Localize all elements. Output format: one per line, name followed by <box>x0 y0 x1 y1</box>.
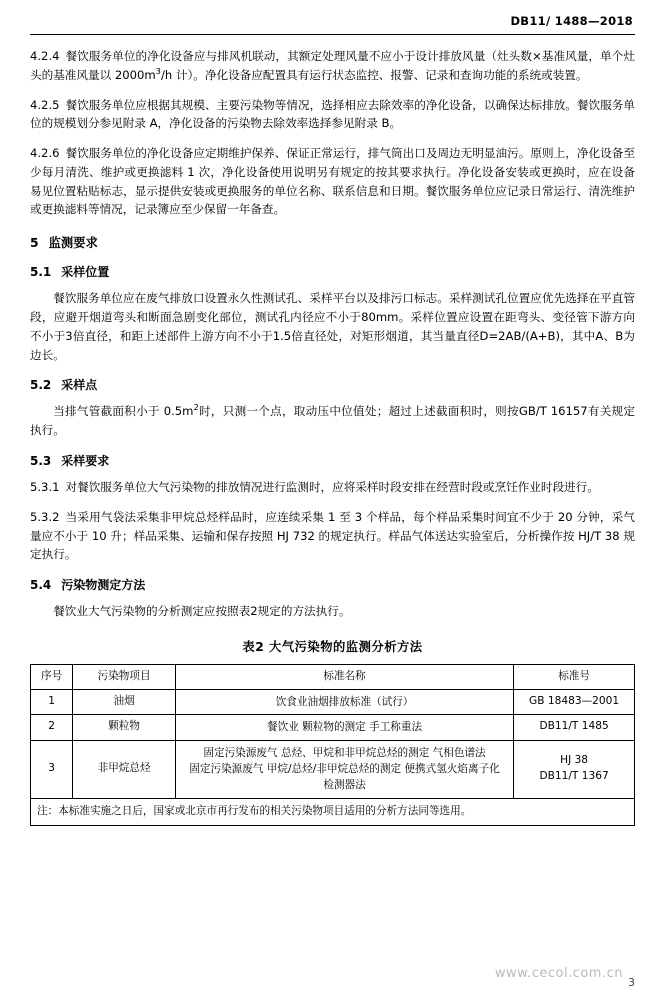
section-number: 5 <box>30 236 39 251</box>
clause-number: 5.3.1 <box>30 479 60 494</box>
cell-seq: 2 <box>31 715 73 740</box>
clause-text: 餐饮服务单位的净化设备应定期维护保养、保证正常运行，排气筒出口及周边无明显油污。原则上，净化设备至少每月清洗、维护或更换滤料 1 次，净化设备使用说明另有规定的按其要求执行。净化设备安装或更换时，应在设备易见位置粘贴标志，显示提供安装或更换服务的单位名称、联系信息和日期。餐饮服务单位应记录日常运行、清洗维护或更换滤料等情况，记录簿应至少保留一年备查。 <box>30 146 635 217</box>
header-divider <box>30 34 635 35</box>
cell-standard-name <box>175 740 513 798</box>
standard-no-line-1: HJ 38 <box>560 754 589 767</box>
watermark: www.cecol.com.cn <box>494 966 623 981</box>
cell-standard-no: DB11/T 1485 <box>514 715 635 740</box>
standard-no-line-2: DB11/T 1367 <box>539 770 609 783</box>
cell-standard-no <box>514 740 635 798</box>
column-header-standard-no: 标准号 <box>514 664 635 689</box>
clause-number: 5.3.2 <box>30 509 60 524</box>
clause-text: 对餐饮服务单位大气污染物的排放情况进行监测时，应将采样时段安排在经营时段或烹饪作业时段进行。 <box>65 479 599 494</box>
clause-4-2-6 <box>30 144 635 219</box>
section-5-1-text: 餐饮服务单位应在废气排放口设置永久性测试孔、采样平台以及排污口标志。采样测试孔位置应优先选择在平直管段，应避开烟道弯头和断面急剧变化部位，测试孔内径应不小于80mm。采样位置应设置在距弯头、变径管下游方向不小于3倍直径，和距上述部件上游方向不小于1.5倍直径处，对矩形烟道，其当量直径D=2AB/(A+B)，其中A、B为边长。 <box>30 291 635 362</box>
subsection-number: 5.1 <box>30 265 52 280</box>
section-5-4-heading <box>30 576 635 593</box>
column-header-standard-name: 标准名称 <box>175 664 513 689</box>
subsection-title: 污染物测定方法 <box>61 578 146 593</box>
subsection-number: 5.3 <box>30 453 52 468</box>
cell-standard-name: 餐饮业 颗粒物的测定 手工称重法 <box>175 715 513 740</box>
table-row <box>31 740 635 798</box>
clause-5-3-2 <box>30 508 635 564</box>
cell-seq: 3 <box>31 740 73 798</box>
standard-name-line-3: 检测器法 <box>323 779 366 792</box>
clause-text: 当采用气袋法采集非甲烷总烃样品时，应连续采集 1 至 3 个样品，每个样品采集时间宜不少于 20 分钟，采气量应不小于 10 升；样品采集、运输和保存按照 HJ 732 的规定执行。样品气体送达实验室后，分析操作按 HJ/T 38 规定执行。 <box>30 509 635 562</box>
clause-5-3-1 <box>30 478 635 497</box>
cell-standard-name: 饮食业油烟排放标准（试行） <box>175 689 513 714</box>
subsection-title: 采样位置 <box>61 265 110 280</box>
subsection-title: 采样要求 <box>61 453 110 468</box>
column-header-item: 污染物项目 <box>73 664 176 689</box>
clause-number: 4.2.6 <box>30 146 60 161</box>
cell-item: 非甲烷总烃 <box>73 740 176 798</box>
cell-item: 颗粒物 <box>73 715 176 740</box>
table-row <box>31 689 635 714</box>
clause-number: 4.2.5 <box>30 97 60 112</box>
table-2-caption: 表2 大气污染物的监测分析方法 <box>242 639 423 654</box>
standard-name-line-1: 固定污染源废气 总烃、甲烷和非甲烷总烃的测定 气相色谱法 <box>203 746 486 759</box>
page-header: DB11/ 1488—2018 <box>510 14 633 28</box>
clause-number: 4.2.4 <box>30 49 60 63</box>
cell-standard-no: GB 18483—2001 <box>514 689 635 714</box>
clause-text: 餐饮服务单位的净化设备应与排风机联动，其额定处理风量不应小于设计排放风量（灶头数×基准风量，单个灶头的基准风量以 $2000m^3/h$ 计）。净化设备应配置具有运行状态监控、报警、记录和查询功能的系统或装置。 <box>30 49 635 82</box>
clause-4-2-4 <box>30 47 635 85</box>
table-2 <box>30 664 635 826</box>
column-header-seq: 序号 <box>31 664 73 689</box>
table-note: 注：本标准实施之日后，国家或北京市再行发布的相关污染物项目适用的分析方法同等选用。 <box>31 798 635 825</box>
section-5-heading <box>30 233 635 251</box>
page-number: 3 <box>628 976 635 989</box>
subsection-number: 5.4 <box>30 578 52 593</box>
clause-4-2-5 <box>30 96 635 134</box>
standard-name-line-2: 固定污染源废气 甲烷/总烃/非甲烷总烃的测定 便携式氢火焰离子化 <box>189 762 500 775</box>
subsection-title: 采样点 <box>61 378 98 393</box>
section-5-2-text: 当排气管截面积小于 $0.5m^2$时，只测一个点，取动压中位值处；超过上述截面积时，则按GB/T 16157有关规定执行。 <box>30 402 635 438</box>
section-title: 监测要求 <box>48 236 98 251</box>
cell-item: 油烟 <box>73 689 176 714</box>
table-row <box>31 715 635 740</box>
section-5-2-heading <box>30 376 635 393</box>
section-5-4-text: 餐饮业大气污染物的分析测定应按照表2规定的方法执行。 <box>53 604 351 619</box>
cell-seq: 1 <box>31 689 73 714</box>
section-5-1-heading <box>30 263 635 280</box>
subsection-number: 5.2 <box>30 378 52 393</box>
clause-text: 餐饮服务单位应根据其规模、主要污染物等情况，选择相应去除效率的净化设备，以确保达标排放。餐饮服务单位的规模划分参见附录 A，净化设备的污染物去除效率选择参见附录 B。 <box>30 97 635 131</box>
table-note-row <box>31 798 635 825</box>
section-5-3-heading <box>30 452 635 469</box>
table-header-row <box>31 664 635 689</box>
